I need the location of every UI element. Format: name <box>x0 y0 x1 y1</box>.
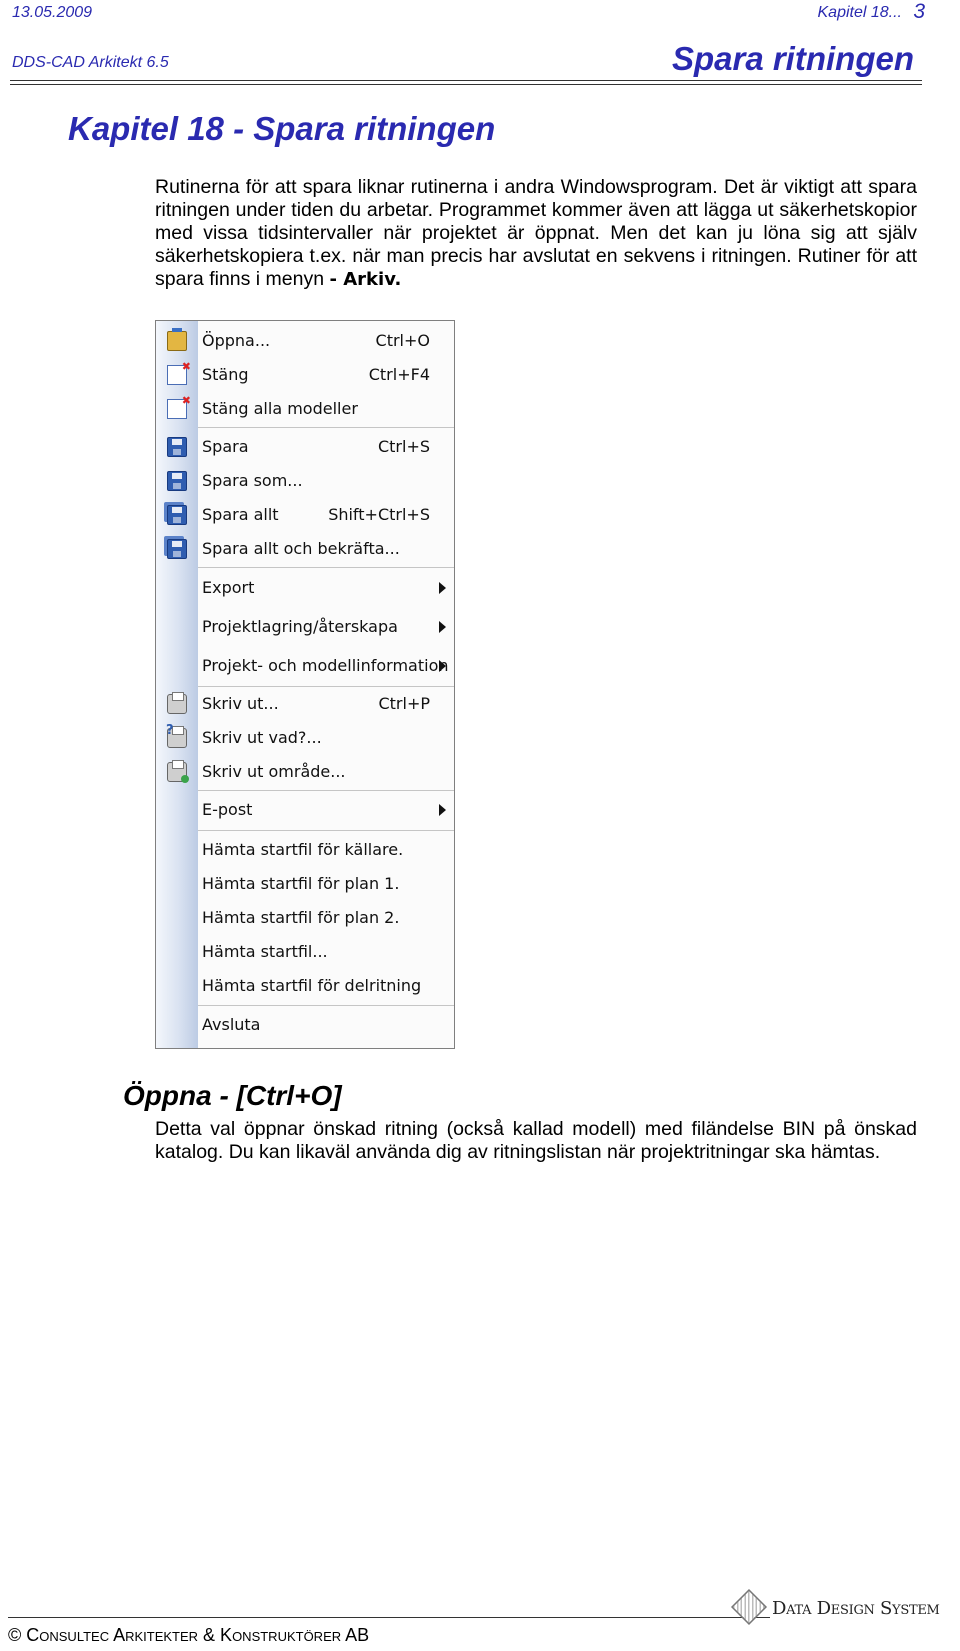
intro-menu-ref: - Arkiv. <box>329 269 402 290</box>
menu-item-save-all-confirm[interactable] <box>156 532 454 566</box>
header-date: 13.05.2009 <box>12 4 93 21</box>
menu-item-shortcut: Ctrl+P <box>378 694 430 713</box>
menu-item-export[interactable] <box>156 571 454 605</box>
chapter-title: Kapitel 18 - Spara ritningen <box>68 110 496 147</box>
menu-item-label: Öppna... <box>202 331 271 350</box>
menu-item-close[interactable] <box>156 358 454 392</box>
menu-item-shortcut: Ctrl+F4 <box>368 365 430 384</box>
submenu-arrow-icon <box>439 582 446 594</box>
print-area-icon <box>167 762 187 782</box>
header-product-name: DDS-CAD Arkitekt 6.5 <box>12 54 169 71</box>
menu-item-label: Spara som... <box>202 471 303 490</box>
submenu-arrow-icon <box>439 621 446 633</box>
menu-item-save[interactable] <box>156 430 454 464</box>
close-all-icon <box>167 399 187 419</box>
intro-text: Rutinerna för att spara liknar rutinerna i andra Windowsprogram. Det är viktigt att spara ritningen under tiden du arbetar. Programmet kommer även att lägga ut säkerhetskopior med vissa tidsintervaller när projektet är öppnat. Men det kan ju löna sig att själv säkerhetskopiera t.ex. när man precis har avslutat en sekvens i ritningen. Rutiner för att spara finns i menyn <box>155 176 917 290</box>
close-model-icon <box>167 365 187 385</box>
menu-item-shortcut: Shift+Ctrl+S <box>328 505 430 524</box>
menu-item-label: Hämta startfil för plan 2. <box>202 908 400 927</box>
menu-item-label: Projektlagring/återskapa <box>202 617 398 636</box>
menu-item-label: Projekt- och modellinformation <box>202 656 449 675</box>
menu-item-print[interactable] <box>156 687 454 721</box>
company-logo <box>732 1590 950 1630</box>
menu-item-label: Stäng alla modeller <box>202 399 358 418</box>
menu-item-label: Hämta startfil för källare. <box>202 840 404 859</box>
menu-separator <box>198 567 454 568</box>
menu-item-startfile-plan1[interactable] <box>156 867 454 901</box>
menu-item-startfile[interactable] <box>156 935 454 969</box>
menu-item-shortcut: Ctrl+O <box>375 331 430 350</box>
menu-item-print-what[interactable] <box>156 721 454 755</box>
menu-item-print-area[interactable] <box>156 755 454 789</box>
menu-item-label: Spara allt och bekräfta... <box>202 539 400 558</box>
header-page-number: 3 <box>913 0 925 23</box>
menu-item-project-info[interactable] <box>156 649 454 683</box>
file-menu-screenshot <box>155 320 455 1049</box>
menu-item-project-storage[interactable] <box>156 610 454 644</box>
print-what-icon <box>167 728 187 748</box>
menu-item-label: Stäng <box>202 365 249 384</box>
detail-paragraph: Detta val öppnar önskad ritning (också kallad modell) med filändelse BIN på önskad katalog. Du kan likaväl använda dig av ritningslistan när projektritningar ska hämtas. <box>155 1118 917 1163</box>
menu-item-label: Skriv ut vad?... <box>202 728 322 747</box>
printer-icon <box>167 694 187 714</box>
menu-item-email[interactable] <box>156 793 454 827</box>
header-rule <box>10 80 922 81</box>
header-chapter-ref: Kapitel 18... <box>817 4 902 21</box>
logo-text: Data Design System <box>772 1598 940 1619</box>
header-rule <box>10 84 922 85</box>
menu-item-label: Skriv ut... <box>202 694 279 713</box>
menu-separator <box>198 427 454 428</box>
menu-item-startfile-partial[interactable] <box>156 969 454 1003</box>
menu-separator <box>198 830 454 831</box>
header-section-title: Spara ritningen <box>671 40 914 77</box>
save-as-disk-icon <box>167 471 187 491</box>
menu-item-startfile-basement[interactable] <box>156 833 454 867</box>
open-folder-icon <box>167 331 187 351</box>
menu-item-label: Skriv ut område... <box>202 762 346 781</box>
logo-mark-icon <box>731 1589 767 1625</box>
submenu-arrow-icon <box>439 660 446 672</box>
menu-item-label: Hämta startfil för delritning <box>202 976 422 995</box>
menu-item-exit[interactable] <box>156 1008 454 1042</box>
menu-item-label: Avsluta <box>202 1015 261 1034</box>
menu-item-close-all[interactable] <box>156 392 454 426</box>
menu-item-label: Spara allt <box>202 505 279 524</box>
submenu-arrow-icon <box>439 804 446 816</box>
menu-separator <box>198 790 454 791</box>
menu-item-label: Hämta startfil för plan 1. <box>202 874 400 893</box>
menu-item-startfile-plan2[interactable] <box>156 901 454 935</box>
menu-separator <box>198 1005 454 1006</box>
menu-item-label: E-post <box>202 800 253 819</box>
footer-rule <box>8 1617 770 1618</box>
menu-item-shortcut: Ctrl+S <box>377 437 430 456</box>
menu-item-save-as[interactable] <box>156 464 454 498</box>
menu-item-label: Spara <box>202 437 249 456</box>
menu-item-open[interactable] <box>156 324 454 358</box>
save-all-icon <box>167 505 187 525</box>
section-heading-open: Öppna - [Ctrl+O] <box>123 1080 342 1111</box>
menu-item-save-all[interactable] <box>156 498 454 532</box>
menu-item-label: Hämta startfil... <box>202 942 328 961</box>
intro-paragraph <box>155 176 917 291</box>
menu-item-label: Export <box>202 578 255 597</box>
save-disk-icon <box>167 437 187 457</box>
footer-copyright: © Consultec Arkitekter & Konstruktörer AB <box>8 1625 370 1645</box>
save-all-confirm-icon <box>167 539 187 559</box>
